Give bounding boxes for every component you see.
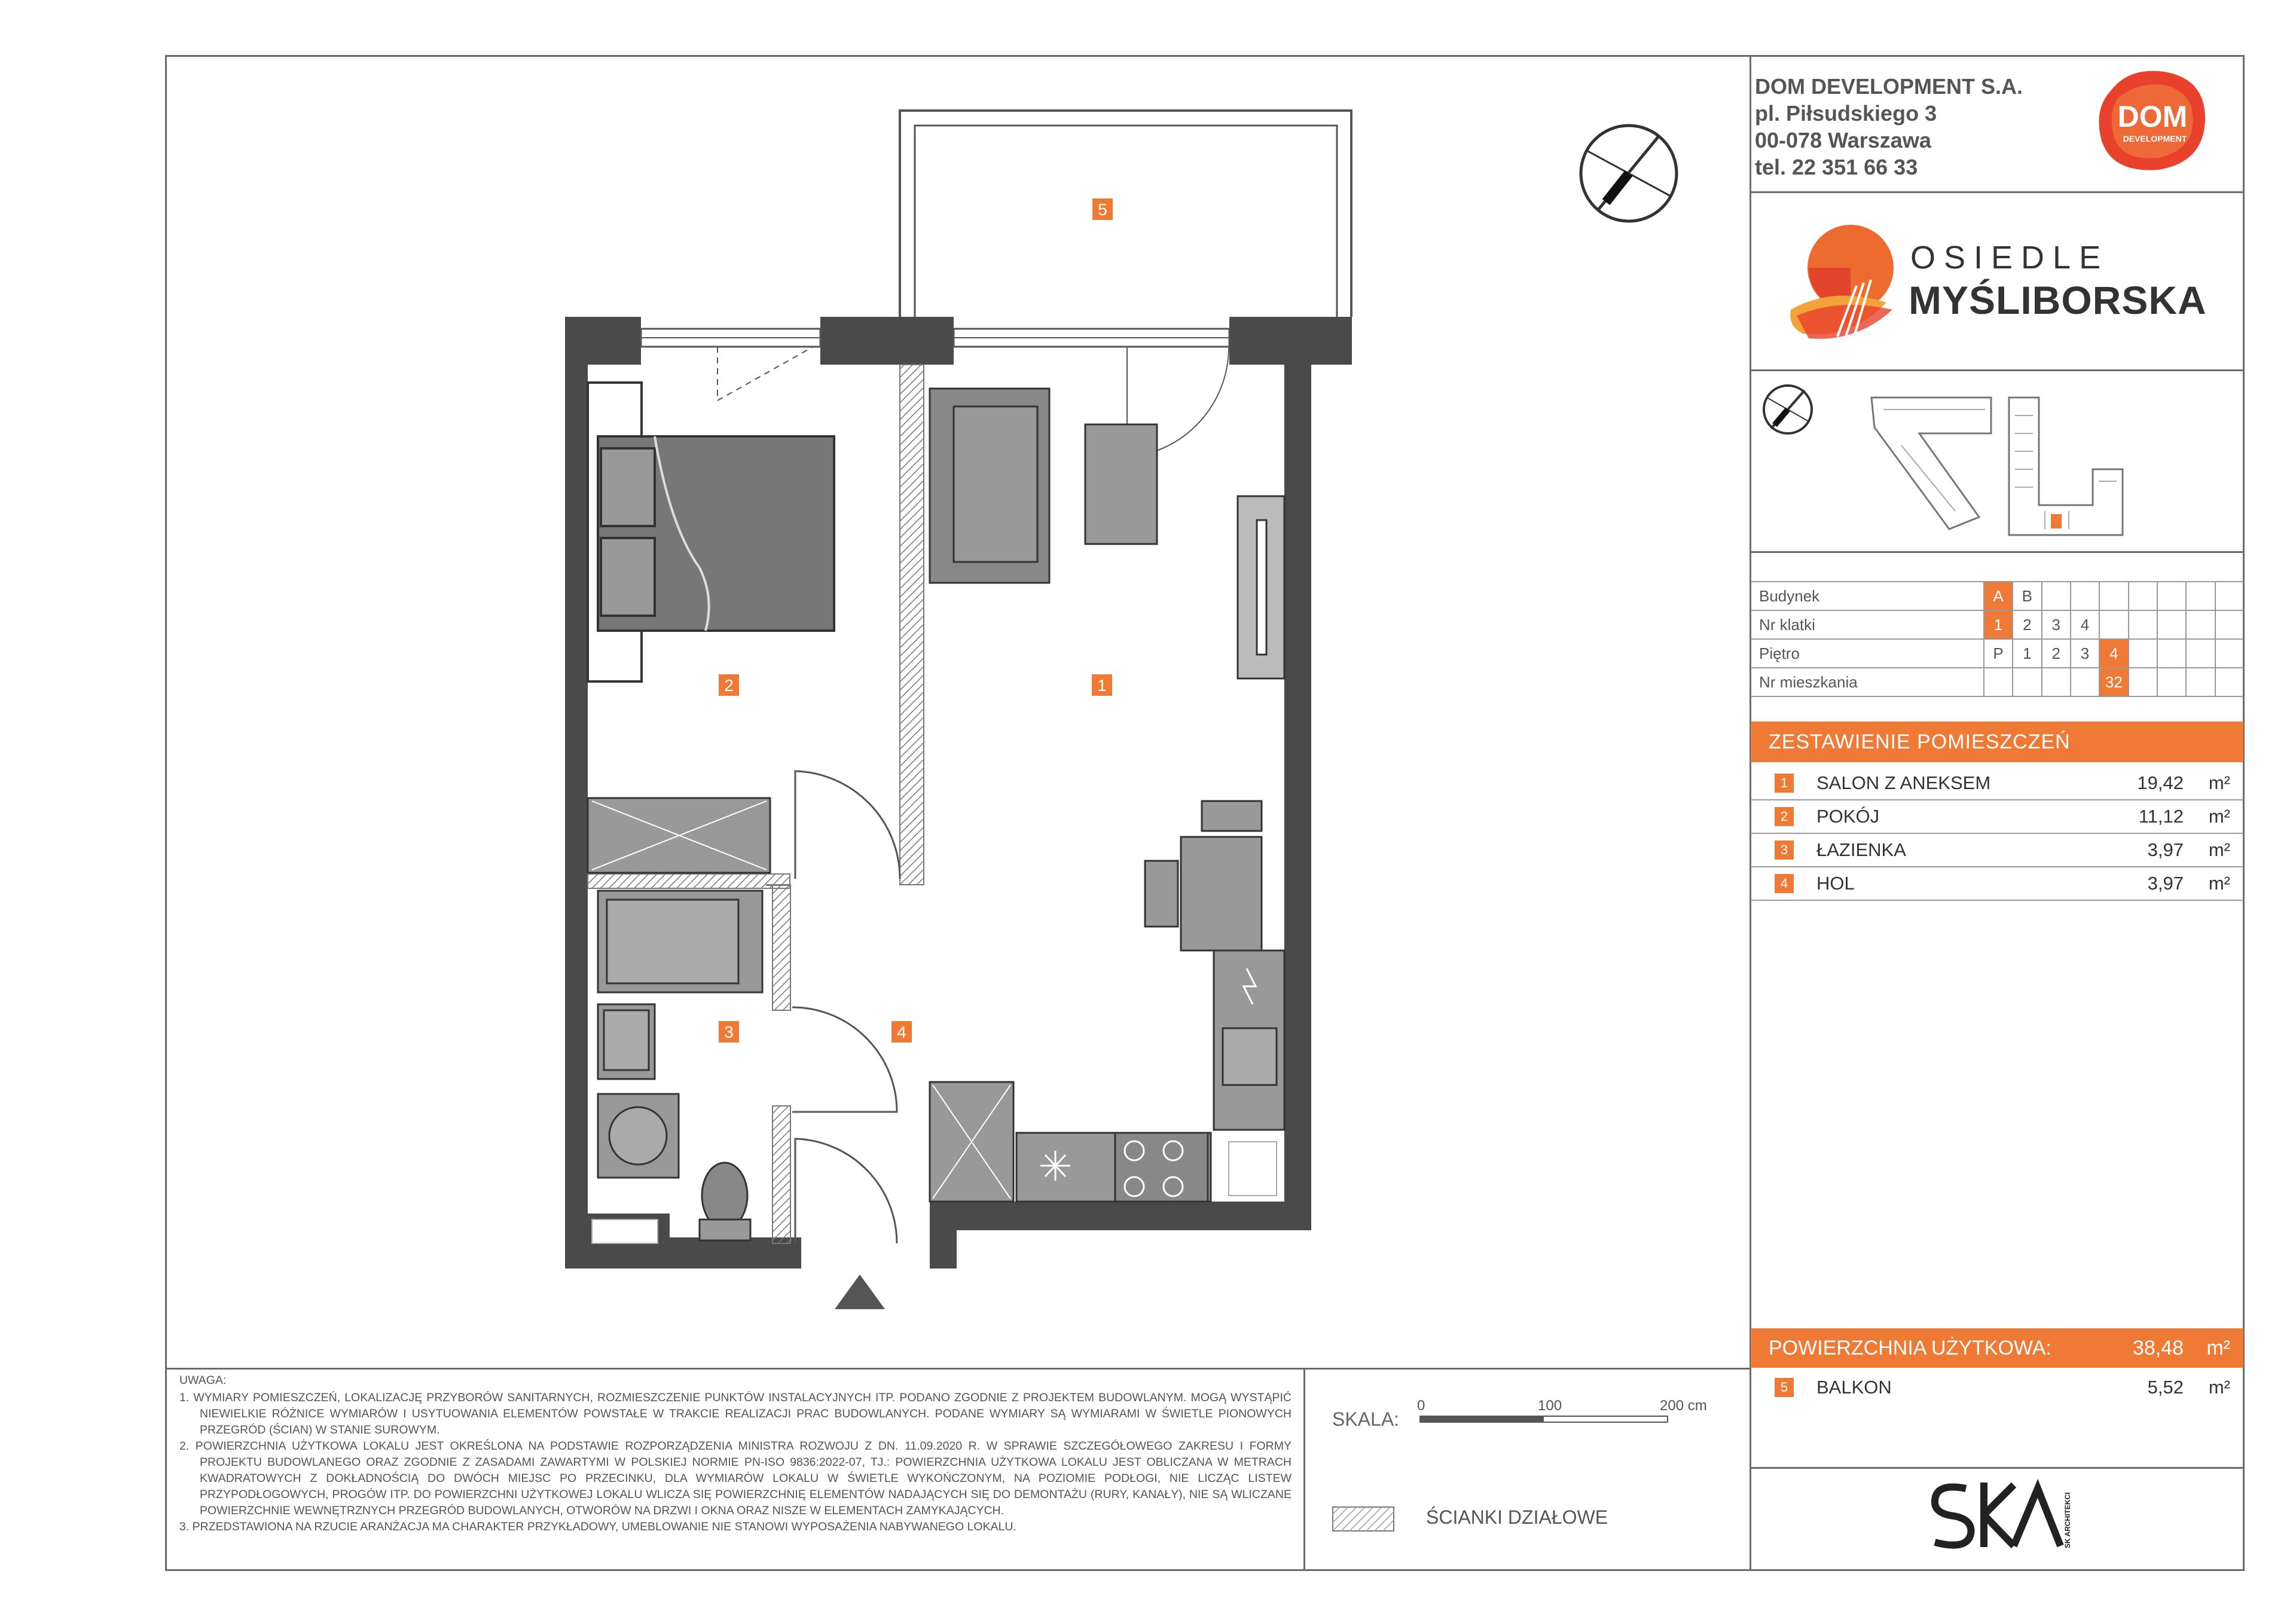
- balcony-row: [1751, 1370, 2243, 1404]
- room-row: [1751, 766, 2243, 800]
- room-name: HOL: [1816, 873, 1855, 894]
- dom-logo-text: DOM: [2117, 100, 2188, 133]
- balcony-area: 5,52: [2147, 1377, 2184, 1398]
- apartment-row: [1751, 668, 2243, 696]
- room-unit: m²: [2208, 839, 2230, 860]
- balcony-unit: m²: [2208, 1377, 2230, 1398]
- floor-row: [1751, 639, 2243, 668]
- balcony-number: 5: [1775, 1378, 1794, 1397]
- scale-bar-fill: [1421, 1417, 1544, 1422]
- note-item: 3. PRZEDSTAWIONA NA RZUCIE ARANŻACJA MA CHARAKTER PRZYKŁADOWY, UMEBLOWANIE NIE STANOWI WYPOSAŻENIA NABYWANEGO LOKALU.: [179, 1520, 1016, 1533]
- note-item: 1. WYMIARY POMIESZCZEŃ, LOKALIZACJĘ PRZYBORÓW SANITARNYCH, ROZMIESZCZENIE PUNKTÓW INSTALACYJNYCH ITP. PODANO ZGODNIE Z PROJEKTEM BUDOWLANYM. MOGĄ WYSTĄPIĆ NIEWIELKIE RÓŻNICE WYMIARÓW I USYTUOWANIA ELEMENTÓW POWSTAŁE W TRAKCIE REALIZACJI PRAC BUDOWLANYCH. PODANE WYMIARY SĄ WYMIARAMI W ŚWIETLE PIONOWYCH PRZEGRÓD (ŚCIAN) W STANIE SUROWYM.: [179, 1391, 1292, 1436]
- apartment-info-table: [1751, 581, 2243, 697]
- room-area: 3,97: [2147, 873, 2184, 894]
- usable-area-bar: [1751, 1328, 2243, 1368]
- floor-option-1: 1: [2013, 639, 2041, 668]
- dom-logo: [2093, 67, 2212, 175]
- room-number: 1: [1775, 774, 1794, 793]
- company-name: DOM DEVELOPMENT S.A.: [1755, 74, 2023, 99]
- osiedle-logo-mark: [1785, 220, 1904, 346]
- scale-tick-200: 200 cm: [1660, 1398, 1707, 1414]
- company-street: pl. Piłsudskiego 3: [1755, 101, 1937, 126]
- scale-label: SKALA:: [1332, 1408, 1400, 1430]
- room-row: [1751, 799, 2243, 834]
- ska-sub-text: SK ARCHITEKCI: [2063, 1492, 2072, 1548]
- room-area: 3,97: [2147, 839, 2184, 860]
- notes: [179, 1373, 1292, 1535]
- sidebar-line-4: [1750, 1467, 2245, 1469]
- room-name: POKÓJ: [1816, 806, 1880, 827]
- company-phone: tel. 22 351 66 33: [1755, 155, 1918, 179]
- wardrobe: [588, 798, 770, 873]
- living-furniture: [930, 389, 1284, 950]
- room-name: SALON Z ANEKSEM: [1816, 772, 1991, 793]
- sidebar-line-3: [1750, 551, 2245, 553]
- site-plan-minimap: [1758, 380, 2236, 547]
- room-number: 3: [1775, 840, 1794, 860]
- staircase-row: [1751, 610, 2243, 639]
- bedroom-furniture: [588, 383, 834, 681]
- building-option-a: A: [1984, 582, 2013, 610]
- usable-area-label: POWIERZCHNIA UŻYTKOWA:: [1769, 1337, 2051, 1359]
- partition-wall-swatch: [1332, 1506, 1394, 1532]
- company-info: [1755, 73, 2023, 181]
- room-number: 4: [1775, 874, 1794, 893]
- room-name: ŁAZIENKA: [1816, 839, 1906, 860]
- staircase-option-4: 4: [2071, 610, 2099, 639]
- usable-area-value: 38,48: [2132, 1337, 2184, 1359]
- room-unit: m²: [2208, 873, 2230, 894]
- balcony: [900, 111, 1351, 317]
- staircase-option-1: 1: [1984, 610, 2013, 639]
- staircase-label: Nr klatki: [1751, 610, 1984, 639]
- staircase-option-3: 3: [2042, 610, 2071, 639]
- room-row: [1751, 833, 2243, 867]
- note-item: 2. POWIERZCHNIA UŻYTKOWA LOKALU JEST OKREŚLONA NA PODSTAWIE ROZPORZĄDZENIA MINISTRA ROZWOJU Z DN. 11.09.2020 R. W SPRAWIE SZCZEGÓŁOWEGO ZAKRESU I FORMY PROJEKTU BUDOWLANEGO ORAZ ZGODNIE Z ZASADAMI ZAWARTYMI W POLSKIEJ NORMIE PN-ISO 9836:2022-07, TJ.: POWIERZCHNIA UŻYTKOWA LOKALU JEST OBLICZANA W METRACH KWADRATOWYCH Z DOKŁADNOŚCIĄ DO DWÓCH MIEJSC PO PRZECINKU, DLA WYMIARÓW LOKALU W ŚWIETLE WYKOŃCZONYM, NA POZIOMIE PODŁOGI, NIE LICZĄC LISTEW PRZYPODŁOGOWYCH, PROGÓW ITP. DO POWIERZCHNI UŻYTKOWEJ LOKALU WLICZA SIĘ POWIERZCHNIĘ ELEMENTÓW NADAJĄCYCH SIĘ DO DEMONTAŻU (RURY, KANAŁY), NIE SĄ WLICZANE POWIERZCHNIE WEWNĘTRZNYCH PRZEGRÓD BUDOWLANYCH, OTWORÓW NA DRZWI I OKNA ORAZ NISZE W ELEMENTACH ZAMYKAJĄCYCH.: [179, 1439, 1292, 1517]
- rooms-title: ZESTAWIENIE POMIESZCZEŃ: [1751, 722, 2243, 762]
- plan-label-2: 2: [724, 676, 734, 695]
- scale-tick-100: 100: [1538, 1398, 1562, 1414]
- footer-divider: [165, 1368, 1751, 1370]
- notes-heading: UWAGA:: [179, 1374, 227, 1387]
- dom-logo-sub: DEVELOPMENT: [2123, 134, 2187, 143]
- room-row: [1751, 866, 2243, 901]
- plan-label-4: 4: [897, 1023, 906, 1041]
- building-row: [1751, 582, 2243, 610]
- room-number: 2: [1775, 807, 1794, 826]
- floor-option-p: P: [1984, 639, 2013, 668]
- floor-option-4: 4: [2099, 639, 2128, 668]
- bathroom-fixtures: [598, 891, 762, 1240]
- balcony-name: BALKON: [1816, 1377, 1892, 1398]
- room-area: 11,12: [2138, 806, 2184, 827]
- scale-tick-0: 0: [1417, 1398, 1425, 1414]
- usable-area-unit: m²: [2206, 1337, 2230, 1359]
- plan-label-5: 5: [1098, 200, 1107, 219]
- floor-label: Piętro: [1751, 639, 1984, 668]
- floor-option-2: 2: [2042, 639, 2071, 668]
- floor-option-3: 3: [2071, 639, 2099, 668]
- building-label: Budynek: [1751, 582, 1984, 610]
- entrance-icon: [835, 1274, 885, 1309]
- room-area: 19,42: [2137, 772, 2184, 793]
- room-unit: m²: [2208, 806, 2230, 827]
- apartment-label: Nr mieszkania: [1751, 668, 1984, 696]
- ska-architect-logo: [1924, 1477, 2080, 1554]
- door-swings: [792, 771, 900, 1243]
- company-city: 00-078 Warszawa: [1755, 128, 1931, 152]
- project-name-line2: MYŚLIBORSKA: [1909, 278, 2207, 322]
- scale-divider: [1303, 1368, 1305, 1571]
- building-option-b: B: [2013, 582, 2041, 610]
- plan-label-1: 1: [1097, 676, 1107, 695]
- staircase-option-2: 2: [2013, 610, 2041, 639]
- project-name-line1: OSIEDLE: [1910, 240, 2109, 276]
- sidebar-line-2: [1750, 369, 2245, 371]
- apartment-number: 32: [2099, 668, 2128, 696]
- plan-label-3: 3: [724, 1023, 734, 1041]
- sidebar-line-1: [1750, 191, 2245, 193]
- legend-label: ŚCIANKI DZIAŁOWE: [1426, 1506, 1608, 1528]
- scale-bar: [1419, 1416, 1668, 1423]
- room-unit: m²: [2208, 772, 2230, 793]
